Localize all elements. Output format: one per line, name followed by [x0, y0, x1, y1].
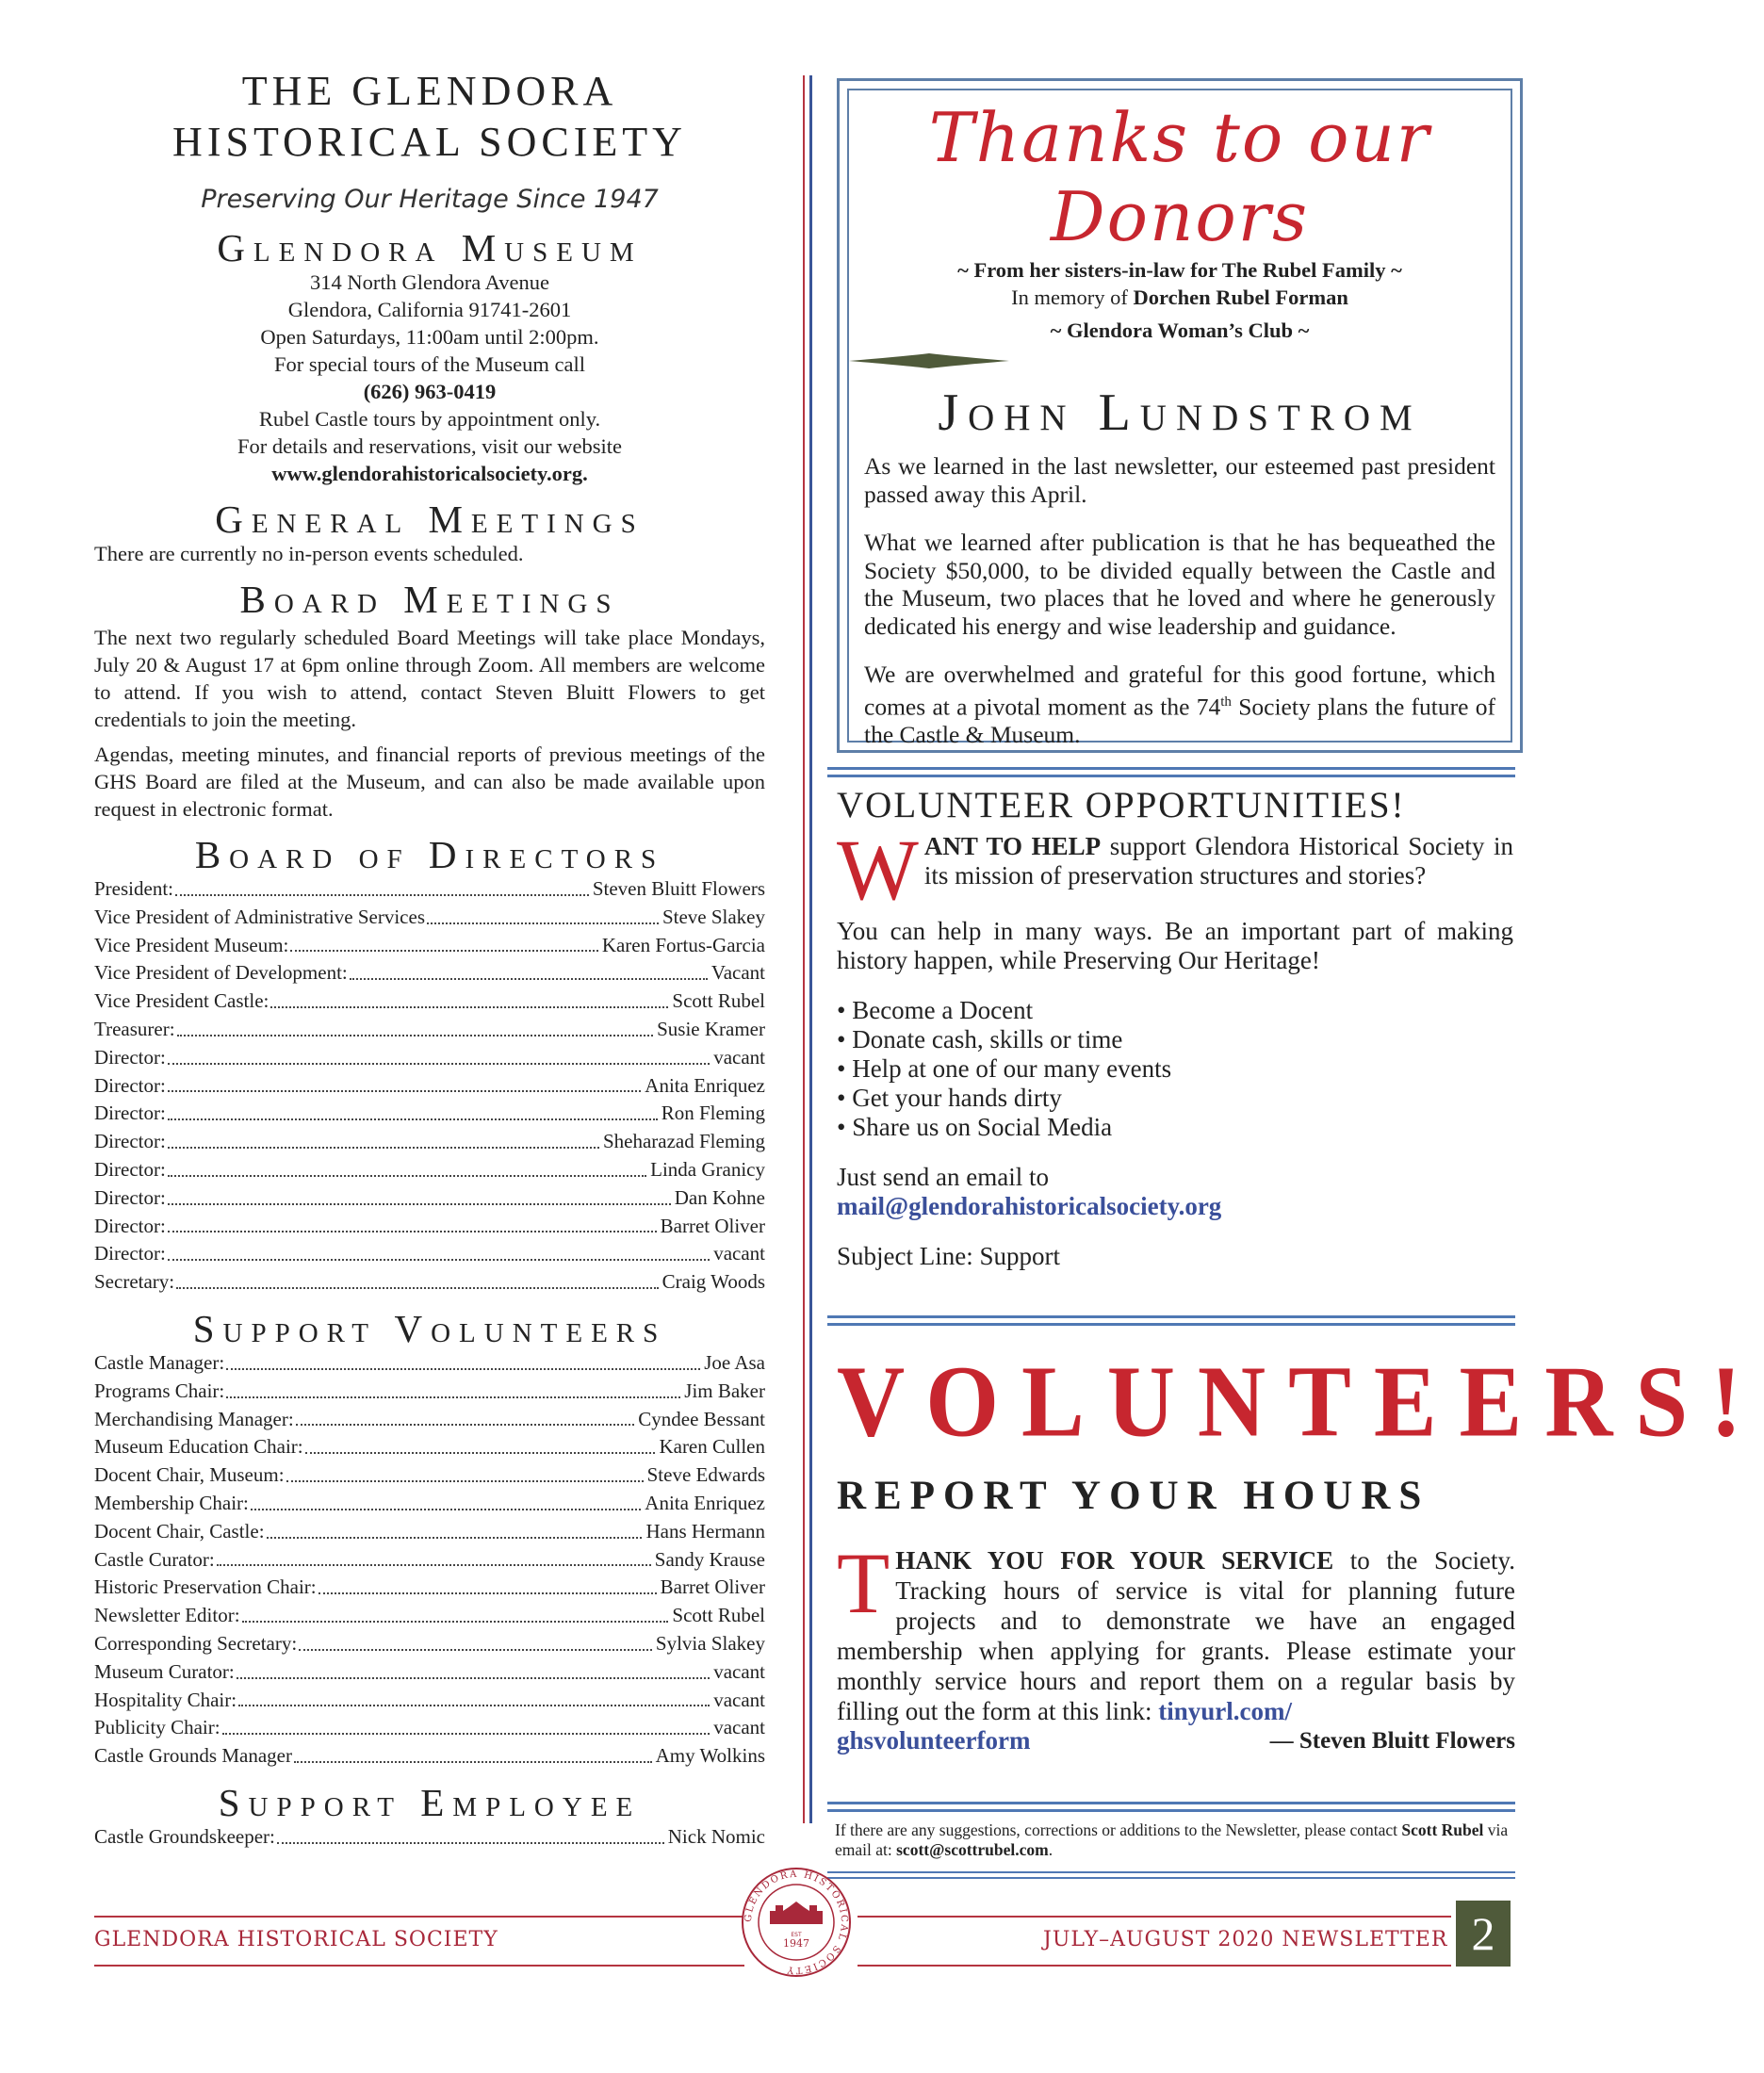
volunteer-opportunities-section	[837, 784, 1513, 1271]
lundstrom-para-3-a: We are overwhelmed and grateful for this good fortune, which comes at a pivotal moment as the 74	[864, 661, 1495, 720]
volunteer-dropcap: W	[837, 822, 919, 918]
volunteer-bullet-item: • Share us on Social Media	[837, 1113, 1113, 1141]
dot-leader	[222, 1714, 710, 1735]
lundstrom-para-3-b: Society plans the future of the Castle & Museum.	[864, 693, 1495, 748]
dot-leader	[217, 1546, 651, 1567]
dot-leader	[168, 1156, 646, 1177]
roster-role: Docent Chair, Museum:	[94, 1463, 285, 1487]
roster-row	[94, 1518, 765, 1546]
roster-row	[94, 1072, 765, 1101]
dot-leader	[168, 1100, 658, 1120]
lundstrom-para-2: What we learned after publication is that he has bequeathed the Society $50,000, to be divided equally between the Castle and the Museum, two places that he loved and where he generously dedicated his energy and wise leadership and guidance.	[864, 529, 1495, 640]
roster-name: vacant	[713, 1716, 765, 1739]
footer-rule-right-top	[858, 1916, 1451, 1918]
dot-leader	[226, 1349, 700, 1370]
employee-roster	[94, 1823, 765, 1852]
org-title-line-1: THE GLENDORA	[241, 68, 618, 114]
column-divider-red	[803, 75, 805, 1823]
rule-bottom-1	[827, 1802, 1515, 1804]
roster-row	[94, 959, 765, 988]
dot-leader	[294, 1742, 652, 1763]
roster-role: Hospitality Chair:	[94, 1688, 237, 1711]
roster-role: Publicity Chair:	[94, 1716, 220, 1739]
report-last-line	[837, 1726, 1515, 1755]
board-of-directors-heading: Board of Directors	[194, 833, 665, 876]
board-meetings-heading: Board Meetings	[239, 578, 620, 621]
suggestions-note	[835, 1820, 1513, 1860]
roster-name: Steven Bluitt Flowers	[592, 877, 765, 900]
roster-role: Director:	[94, 1185, 166, 1209]
roster-role: Museum Curator:	[94, 1659, 235, 1683]
donor-line-2-name: Dorchen Rubel Forman	[1133, 286, 1348, 309]
dot-leader	[318, 1574, 657, 1594]
roster-row	[94, 1184, 765, 1213]
dot-leader	[226, 1378, 680, 1398]
dot-leader	[168, 1044, 710, 1065]
volunteer-lead-bold: ANT TO HELP	[923, 832, 1102, 860]
roster-name: vacant	[713, 1045, 765, 1069]
roster-row	[94, 1433, 765, 1461]
roster-name: Anita Enriquez	[645, 1073, 765, 1097]
roster-role: Director:	[94, 1045, 166, 1069]
roster-name: Hans Hermann	[645, 1519, 765, 1543]
dot-leader	[168, 1072, 642, 1093]
roster-role: Director:	[94, 1130, 166, 1153]
volunteers-big-word: VOLUNTEERS!	[837, 1345, 1764, 1459]
roster-name: Scott Rubel	[672, 1604, 765, 1627]
roster-name: Joe Asa	[704, 1350, 765, 1374]
museum-section	[94, 227, 765, 487]
roster-name: vacant	[713, 1688, 765, 1711]
roster-name: Vacant	[710, 961, 765, 985]
roster-role: Director:	[94, 1242, 166, 1265]
roster-row	[94, 1687, 765, 1715]
roster-role: Castle Grounds Manager	[94, 1744, 292, 1768]
volunteer-lead-rest: support Glendora Historical Society in its mission of preservation structures and stories?	[923, 832, 1513, 890]
general-meetings-text: There are currently no in-person events scheduled.	[94, 542, 524, 565]
donors-box	[837, 78, 1523, 753]
rule-under-note-2	[827, 1877, 1515, 1879]
roster-role: Docent Chair, Castle:	[94, 1519, 265, 1543]
volunteer-bullets	[837, 996, 1513, 1142]
volunteer-lead-para	[837, 822, 1513, 918]
report-lead-bold: HANK YOU FOR YOUR SERVICE	[895, 1546, 1334, 1575]
suggestions-email-link[interactable]: scott@scottrubel.com	[896, 1840, 1049, 1859]
volunteer-opportunities-heading: VOLUNTEER OPPORTUNITIES!	[837, 785, 1406, 825]
roster-row	[94, 1574, 765, 1602]
dot-leader	[267, 1518, 643, 1539]
donor-line-1: ~ From her sisters-in-law for The Rubel Family ~	[957, 258, 1402, 282]
lundstrom-heading: John Lundstrom	[938, 384, 1422, 442]
roster-role: Director:	[94, 1214, 166, 1237]
support-employee-heading: Support Employee	[218, 1780, 642, 1824]
lundstrom-para-1: As we learned in the last newsletter, our esteemed past president passed away this April.	[864, 452, 1495, 508]
roster-row	[94, 1044, 765, 1072]
roster-row	[94, 1128, 765, 1156]
roster-name: Karen Cullen	[659, 1435, 765, 1459]
dot-leader	[305, 1433, 656, 1454]
museum-details: For details and reservations, visit our website	[237, 434, 623, 458]
dot-leader	[177, 1016, 654, 1036]
roster-row	[94, 1630, 765, 1658]
volunteer-form-link-1[interactable]: tinyurl.com/	[1158, 1697, 1292, 1725]
roster-row	[94, 1461, 765, 1490]
roster-role: Vice President of Administrative Services	[94, 905, 425, 928]
roster-role: Historic Preservation Chair:	[94, 1575, 317, 1599]
board-of-directors-section	[94, 834, 765, 1297]
donors-box-inner	[847, 89, 1512, 748]
dot-leader	[237, 1658, 710, 1679]
report-hours-heading: REPORT YOUR HOURS	[837, 1474, 1430, 1518]
page-number: 2	[1456, 1901, 1511, 1967]
rule-under-note-1	[827, 1871, 1515, 1873]
board-roster	[94, 875, 765, 1297]
roster-row	[94, 1100, 765, 1128]
roster-role: Castle Curator:	[94, 1547, 215, 1571]
rule-bottom-2	[827, 1809, 1515, 1812]
left-column	[94, 66, 765, 1852]
seal-ring-text: GLENDORA HISTORICAL SOCIETY	[743, 1869, 850, 1976]
dot-leader	[168, 1128, 599, 1149]
rule-mid-1	[827, 1315, 1515, 1318]
roster-role: Programs Chair:	[94, 1379, 225, 1402]
roster-name: Sylvia Slakey	[655, 1631, 765, 1655]
roster-role: Merchandising Manager:	[94, 1407, 294, 1430]
rule-top-2	[827, 775, 1515, 777]
roster-role: Director:	[94, 1073, 166, 1097]
roster-role: Membership Chair:	[94, 1491, 249, 1514]
footer-rule-left-top	[94, 1916, 744, 1918]
roster-row	[94, 932, 765, 960]
roster-name: Amy Wolkins	[655, 1744, 765, 1768]
roster-row	[94, 1016, 765, 1044]
footer-rule-left-bottom	[94, 1965, 744, 1967]
volunteer-email-link[interactable]: mail@glendorahistoricalsociety.org	[837, 1192, 1222, 1220]
donors-title: Thanks to our Donors	[928, 98, 1431, 256]
report-lead-rest: to the Society. Tracking hours of service is vital for planning future projects and to demonstrate we have an engaged membership when applying for grants. Please estimate your monthly service hours and report them on a regular basis by filling out the form at this link:	[837, 1546, 1515, 1725]
column-divider-blue	[809, 75, 812, 1823]
roster-name: Susie Kramer	[657, 1017, 765, 1040]
volunteers-report-section	[837, 1345, 1764, 1755]
dot-leader	[176, 1268, 659, 1289]
roster-role: Newsletter Editor:	[94, 1604, 240, 1627]
ornament-divider-icon	[849, 353, 1009, 368]
museum-address-1: 314 North Glendora Avenue	[310, 270, 549, 294]
volunteer-bullet-item: • Get your hands dirty	[837, 1084, 1062, 1112]
museum-phone: (626) 963-0419	[363, 380, 497, 403]
footer-rule-right-bottom	[858, 1965, 1451, 1967]
roster-name: Barret Oliver	[660, 1214, 765, 1237]
report-dropcap: T	[837, 1535, 890, 1631]
museum-address-2: Glendora, California 91741-2601	[287, 298, 572, 321]
roster-name: vacant	[713, 1242, 765, 1265]
dot-leader	[299, 1630, 652, 1651]
roster-role: Director:	[94, 1102, 166, 1125]
roster-row	[94, 1714, 765, 1742]
roster-name: Anita Enriquez	[645, 1491, 765, 1514]
museum-website-link[interactable]: www.glendorahistoricalsociety.org.	[271, 462, 588, 485]
dot-leader	[238, 1687, 710, 1707]
volunteer-bullet-item: • Become a Docent	[837, 996, 1034, 1024]
dot-leader	[251, 1490, 641, 1510]
suggestions-text-b: via email at:	[835, 1820, 1509, 1859]
volunteers-roster	[94, 1349, 765, 1771]
castle-tours: Rubel Castle tours by appointment only.	[258, 407, 601, 431]
roster-row	[94, 1268, 765, 1297]
general-meetings-heading: General Meetings	[215, 498, 645, 541]
museum-hours: Open Saturdays, 11:00am until 2:00pm.	[260, 325, 599, 349]
dot-leader	[427, 904, 659, 924]
roster-name: Jim Baker	[684, 1379, 765, 1402]
report-signature: — Steven Bluitt Flowers	[1269, 1728, 1515, 1754]
roster-name: Steve Edwards	[646, 1463, 765, 1487]
roster-name: Linda Granicy	[650, 1157, 765, 1181]
lundstrom-para-3	[864, 661, 1495, 748]
roster-row	[94, 1240, 765, 1268]
dot-leader	[242, 1602, 669, 1623]
roster-row	[94, 1742, 765, 1771]
support-volunteers-heading: Support Volunteers	[192, 1306, 667, 1350]
board-meetings-para-1: The next two regularly scheduled Board Meetings will take place Mondays, July 20 & August 17 at 6pm online through Zoom. All members are welcome to attend. If you wish to attend, contact Steven Bluitt Flowers to get credentials to join the meeting.	[94, 626, 765, 731]
subject-line: Subject Line: Support	[837, 1242, 1060, 1270]
roster-name: Ron Fleming	[661, 1102, 765, 1125]
roster-role: President:	[94, 877, 173, 900]
general-meetings-section	[94, 498, 765, 567]
roster-row	[94, 1823, 765, 1852]
dot-leader	[290, 932, 597, 953]
seal-year: 1947	[783, 1937, 809, 1950]
museum-heading: Glendora Museum	[217, 226, 643, 269]
board-meetings-section	[94, 579, 765, 823]
roster-name: Nick Nomic	[667, 1824, 765, 1848]
roster-role: Castle Manager:	[94, 1350, 225, 1374]
rule-top-1	[827, 767, 1515, 770]
roster-row	[94, 1546, 765, 1575]
donor-line-2	[849, 284, 1511, 311]
dot-leader	[168, 1213, 657, 1233]
roster-role: Castle Groundskeeper:	[94, 1824, 275, 1848]
roster-row	[94, 1406, 765, 1434]
dot-leader	[175, 875, 589, 896]
tagline: Preserving Our Heritage Since 1947	[201, 185, 659, 214]
roster-name: Scott Rubel	[672, 989, 765, 1013]
roster-name: Steve Slakey	[662, 905, 765, 928]
roster-name: Karen Fortus-Garcia	[601, 933, 765, 956]
roster-role: Corresponding Secretary:	[94, 1631, 298, 1655]
dot-leader	[270, 988, 668, 1008]
roster-row	[94, 988, 765, 1016]
seal-est: EST	[791, 1932, 802, 1938]
roster-name: Cyndee Bessant	[638, 1407, 765, 1430]
roster-role: Secretary:	[94, 1270, 175, 1294]
roster-name: Dan Kohne	[674, 1185, 765, 1209]
lundstrom-para-3-sup: th	[1220, 694, 1232, 710]
roster-row	[94, 1490, 765, 1518]
support-volunteers-section	[94, 1308, 765, 1771]
roster-name: vacant	[713, 1659, 765, 1683]
donor-line-2-prefix: In memory of	[1011, 286, 1128, 309]
roster-row	[94, 1378, 765, 1406]
suggestions-name: Scott Rubel	[1401, 1820, 1484, 1839]
roster-row	[94, 1213, 765, 1241]
donor-line-3: ~ Glendora Woman’s Club ~	[1050, 318, 1310, 342]
dot-leader	[277, 1823, 664, 1844]
roster-row	[94, 1349, 765, 1378]
org-title-line-2: HISTORICAL SOCIETY	[172, 119, 687, 165]
suggestions-text-c: .	[1048, 1840, 1054, 1859]
support-employee-section	[94, 1782, 765, 1852]
suggestions-text-a: If there are any suggestions, corrections or additions to the Newsletter, please contact	[835, 1820, 1402, 1839]
dot-leader	[168, 1184, 671, 1205]
roster-row	[94, 1156, 765, 1184]
dot-leader	[296, 1406, 635, 1427]
roster-role: Vice President Museum:	[94, 933, 289, 956]
roster-name: Sheharazad Fleming	[602, 1130, 765, 1153]
roster-row	[94, 904, 765, 932]
roster-row	[94, 1658, 765, 1687]
roster-role: Vice President Castle:	[94, 989, 270, 1013]
board-meetings-para-2: Agendas, meeting minutes, and financial reports of previous meetings of the GHS Board are filed at the Museum, and can also be made available upon request in electronic format.	[94, 743, 765, 821]
museum-tours-line: For special tours of the Museum call	[274, 352, 585, 376]
report-para	[837, 1535, 1515, 1726]
roster-name: Sandy Krause	[654, 1547, 765, 1571]
volunteer-bullet-item: • Donate cash, skills or time	[837, 1025, 1123, 1053]
volunteer-form-link-2[interactable]: ghsvolunteerform	[837, 1726, 1031, 1755]
volunteer-para-2: You can help in many ways. Be an important part of making history happen, while Preserving Our Heritage!	[837, 917, 1513, 974]
dot-leader	[286, 1461, 644, 1482]
roster-name: Barret Oliver	[660, 1575, 765, 1599]
rule-mid-2	[827, 1323, 1515, 1326]
footer-newsletter-title: JULY–AUGUST 2020 NEWSLETTER	[1043, 1928, 1448, 1951]
footer-society-name: GLENDORA HISTORICAL SOCIETY	[94, 1928, 498, 1951]
roster-role: Museum Education Chair:	[94, 1435, 303, 1459]
society-seal-icon	[740, 1866, 853, 1979]
email-intro: Just send an email to	[837, 1163, 1049, 1191]
roster-row	[94, 1602, 765, 1630]
roster-name: Craig Woods	[662, 1270, 765, 1294]
roster-role: Director:	[94, 1157, 166, 1181]
volunteer-bullet-item: • Help at one of our many events	[837, 1054, 1172, 1083]
roster-row	[94, 875, 765, 904]
roster-role: Treasurer:	[94, 1017, 175, 1040]
dot-leader	[168, 1240, 710, 1261]
dot-leader	[350, 959, 708, 980]
roster-role: Vice President of Development:	[94, 961, 348, 985]
